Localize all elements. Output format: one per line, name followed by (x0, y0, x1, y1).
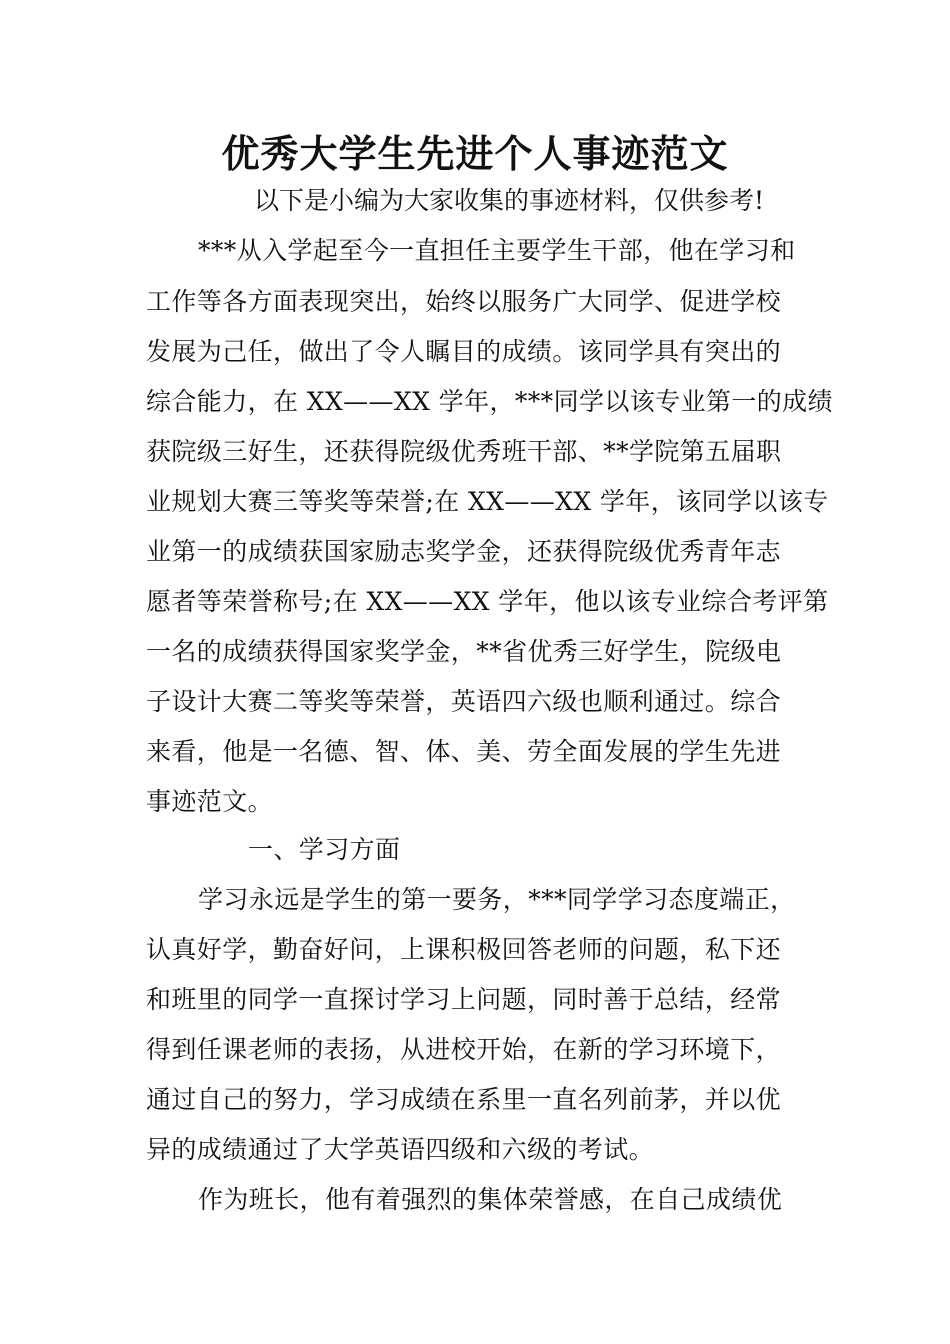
paragraph-line: ***从入学起至今一直担任主要学生干部，他在学习和 (198, 236, 796, 265)
paragraph-line: 来看，他是一名德、智、体、美、劳全面发展的学生先进 (146, 737, 782, 766)
paragraph-line: 获院级三好生，还获得院级优秀班干部、**学院第五届职 (146, 437, 782, 466)
section-heading: 一、学习方面 (248, 835, 401, 864)
paragraph-line: 工作等各方面表现突出，始终以服务广大同学、促进学校 (146, 287, 782, 316)
paragraph-line: 业第一的成绩获国家励志奖学金，还获得院级优秀青年志 (146, 537, 782, 566)
paragraph-line: 学习永远是学生的第一要务，***同学学习态度端正， (198, 885, 796, 914)
paragraph-line: 和班里的同学一直探讨学习上问题，同时善于总结，经常 (146, 985, 782, 1014)
intro-line: 以下是小编为大家收集的事迹材料，仅供参考! (253, 186, 765, 215)
paragraph-line: 业规划大赛三等奖等荣誉;在 XX——XX 学年，该同学以该专 (146, 487, 829, 516)
paragraph-line: 异的成绩通过了大学英语四级和六级的考试。 (146, 1135, 655, 1164)
paragraph-line: 事迹范文。 (146, 787, 274, 816)
paragraph-line: 子设计大赛二等奖等荣誉，英语四六级也顺利通过。综合 (146, 687, 782, 716)
paragraph-line: 发展为己任，做出了令人瞩目的成绩。该同学具有突出的 (146, 337, 782, 366)
paragraph-line: 愿者等荣誉称号;在 XX——XX 学年，他以该专业综合考评第 (146, 587, 829, 616)
paragraph-line: 得到任课老师的表扬，从进校开始，在新的学习环境下， (146, 1035, 782, 1064)
paragraph-line: 综合能力，在 XX——XX 学年，***同学以该专业第一的成绩 (146, 387, 833, 416)
paragraph-line: 一名的成绩获得国家奖学金，**省优秀三好学生，院级电 (146, 637, 782, 666)
paragraph-line: 作为班长，他有着强烈的集体荣誉感，在自己成绩优 (198, 1185, 783, 1214)
document-title: 优秀大学生先进个人事迹范文 (221, 131, 729, 176)
paragraph-line: 认真好学，勤奋好问，上课积极回答老师的问题，私下还 (146, 935, 782, 964)
paragraph-line: 通过自己的努力，学习成绩在系里一直名列前茅，并以优 (146, 1085, 782, 1114)
